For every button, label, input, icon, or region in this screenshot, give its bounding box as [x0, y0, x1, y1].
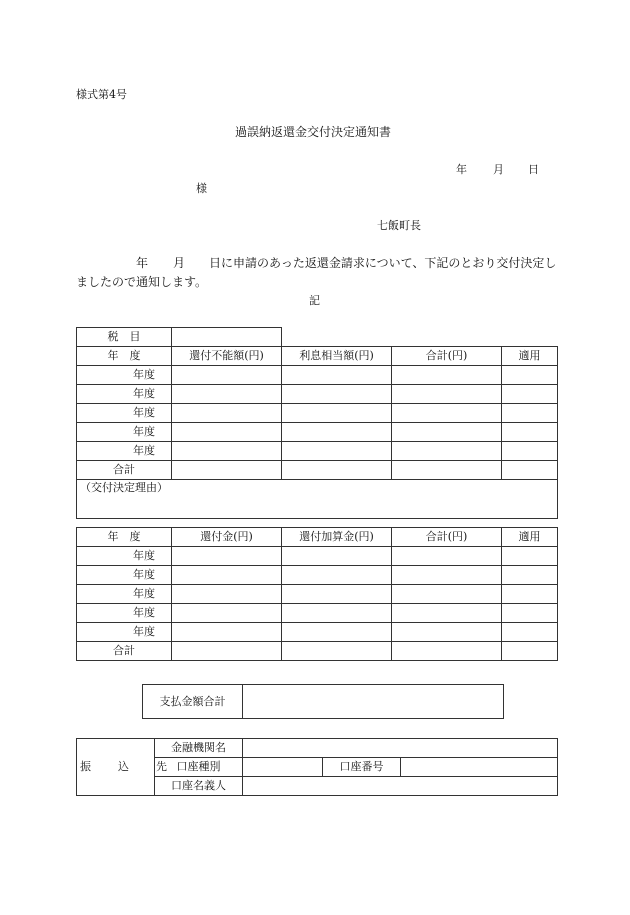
table-row: [77, 366, 558, 385]
header-fiscal-year: 年 度: [77, 347, 172, 366]
table-row: [77, 566, 558, 585]
payment-total-label: 支払金額合計: [143, 685, 243, 719]
institution-value: [243, 739, 558, 758]
fiscal-year-cell: 年度: [77, 585, 172, 604]
table-row: [77, 442, 558, 461]
account-number-value: [401, 758, 558, 777]
table-row: [77, 585, 558, 604]
table1-header-row: [77, 347, 558, 366]
body-year: 年: [136, 256, 149, 270]
table1-total-row: [77, 461, 558, 480]
account-holder-label: 口座名義人: [155, 777, 243, 796]
issuer-name: 七飯町長: [377, 219, 421, 232]
refund-impossible-table: [76, 327, 558, 519]
transfer-destination-label: 振 込 先: [77, 739, 155, 796]
form-number: 様式第4号: [76, 88, 127, 101]
payment-total-value: [243, 685, 504, 719]
fiscal-year-cell: 年度: [77, 566, 172, 585]
table2-total-row: [77, 642, 558, 661]
total-label: 合計: [77, 642, 172, 661]
account-type-label: 口座種別: [155, 758, 243, 777]
header-unrefundable-amount: 還付不能額(円): [172, 347, 282, 366]
date-day: 日: [528, 163, 539, 176]
header-interest-equivalent: 利息相当額(円): [282, 347, 392, 366]
fiscal-year-cell: 年度: [77, 623, 172, 642]
table-row: [77, 604, 558, 623]
ki-label: 記: [309, 294, 320, 307]
institution-label: 金融機関名: [155, 739, 243, 758]
table-row: [77, 385, 558, 404]
fiscal-year-cell: 年度: [77, 404, 172, 423]
payment-total-table: [142, 684, 504, 719]
fiscal-year-cell: 年度: [77, 423, 172, 442]
transfer-destination-table: [76, 738, 558, 796]
date-year: 年: [456, 163, 467, 176]
header-refund: 還付金(円): [172, 528, 282, 547]
document-title: 過誤納返還金交付決定通知書: [235, 125, 392, 139]
body-line1-rest: 日に申請のあった返還金請求について、下記のとおり交付決定し: [209, 256, 557, 270]
header-total: 合計(円): [392, 347, 502, 366]
header-total: 合計(円): [392, 528, 502, 547]
table-row: [77, 404, 558, 423]
account-number-label: 口座番号: [323, 758, 401, 777]
fiscal-year-cell: 年度: [77, 547, 172, 566]
fiscal-year-cell: 年度: [77, 385, 172, 404]
header-applicable: 適用: [502, 528, 558, 547]
fiscal-year-cell: 年度: [77, 604, 172, 623]
table-row: [77, 547, 558, 566]
total-label: 合計: [77, 461, 172, 480]
addressee-suffix: 様: [196, 182, 207, 195]
table-row: [77, 423, 558, 442]
account-holder-value: [243, 777, 558, 796]
fiscal-year-cell: 年度: [77, 442, 172, 461]
table2-header-row: [77, 528, 558, 547]
decision-reason-cell: [77, 480, 558, 519]
table-row: [77, 623, 558, 642]
header-applicable: 適用: [502, 347, 558, 366]
body-month: 月: [173, 256, 186, 270]
tax-item-value: [172, 328, 282, 347]
header-fiscal-year: 年 度: [77, 528, 172, 547]
header-refund-additional: 還付加算金(円): [282, 528, 392, 547]
account-type-value: [243, 758, 323, 777]
tax-item-label: 税 目: [77, 328, 172, 347]
fiscal-year-cell: 年度: [77, 366, 172, 385]
decision-reason-label: （交付決定理由）: [80, 481, 168, 494]
body-line2: ましたので通知します。: [76, 275, 208, 289]
refund-table: [76, 527, 558, 661]
date-month: 月: [493, 163, 504, 176]
